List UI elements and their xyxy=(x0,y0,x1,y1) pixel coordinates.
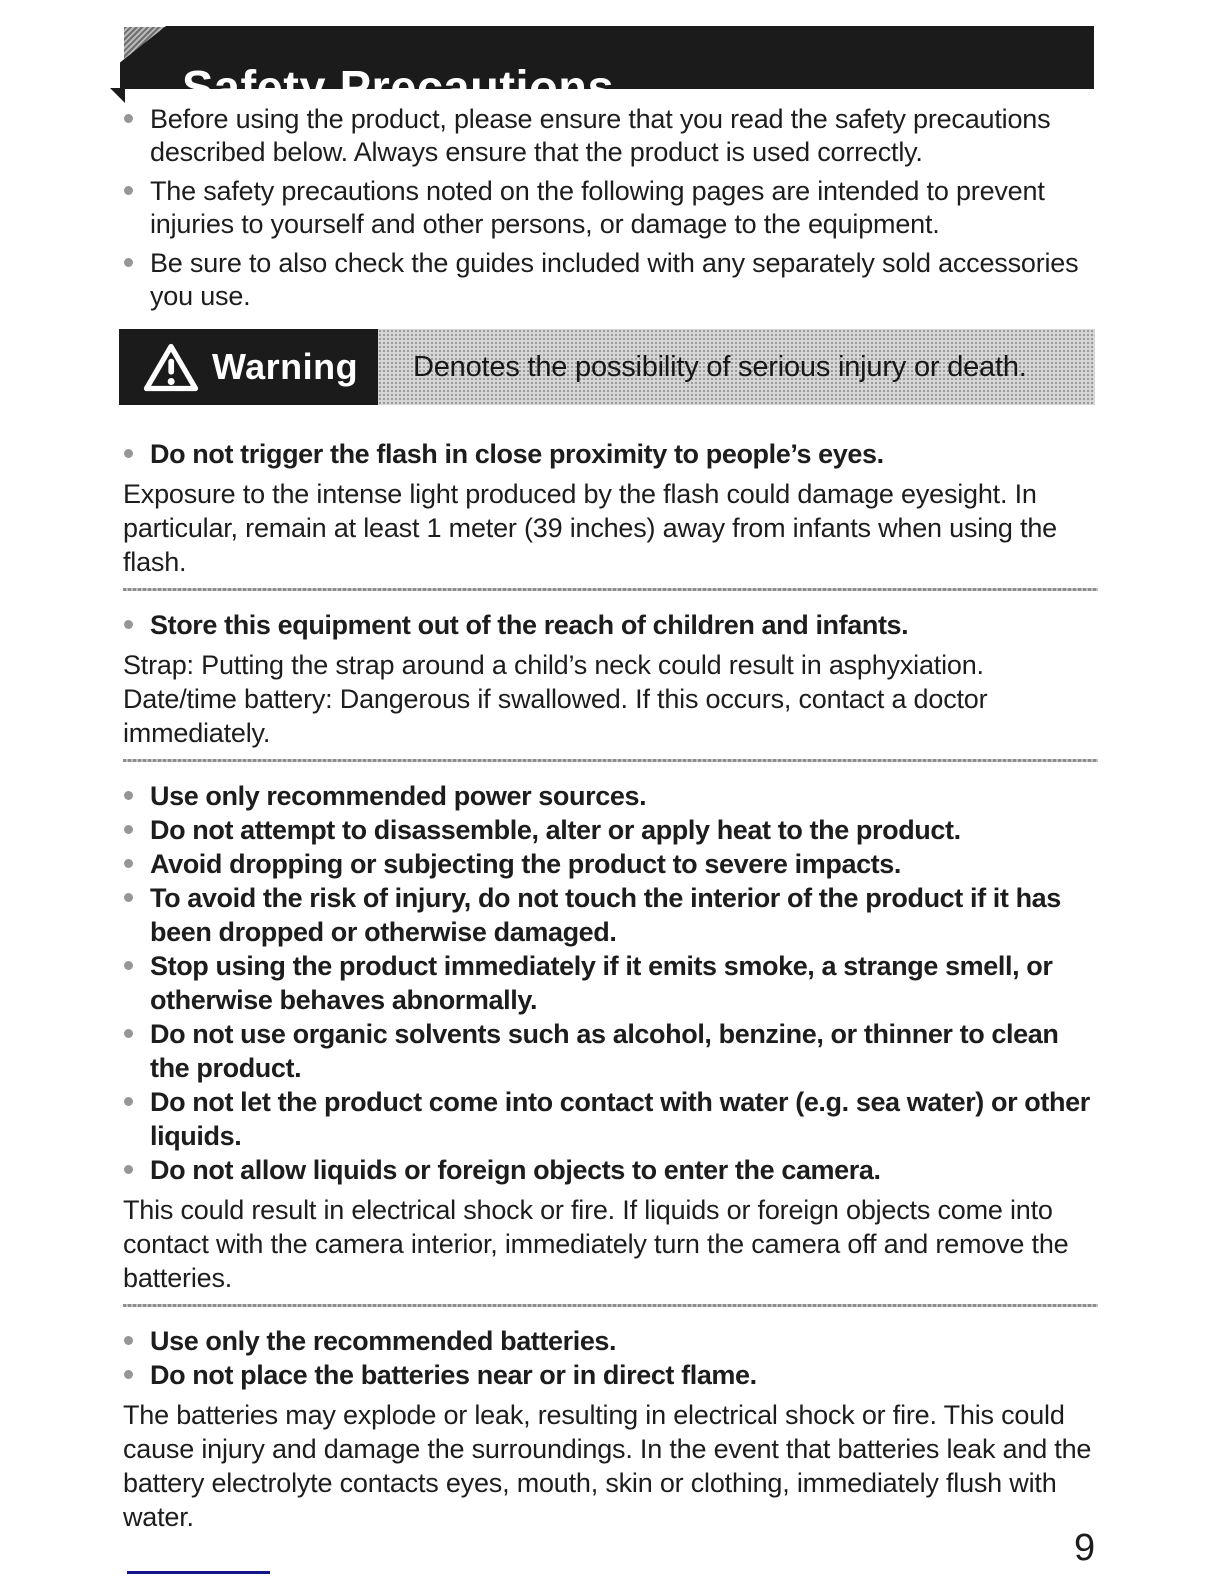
section-heading-list xyxy=(123,779,1098,1187)
section-children xyxy=(123,608,1098,762)
section-heading-list xyxy=(123,1324,1098,1392)
bullet-icon xyxy=(124,114,133,123)
bullet-icon xyxy=(124,186,133,195)
section-heading-list xyxy=(123,608,1098,642)
section-heading xyxy=(123,437,1098,471)
intro-text: The safety precautions noted on the following pages are intended to prevent injuries to yourself and other persons, or damage to the equipment. xyxy=(150,176,1045,239)
warning-banner xyxy=(119,329,1095,405)
warning-triangle-icon xyxy=(143,342,199,393)
section-heading-text: Do not trigger the flash in close proximity to people’s eyes. xyxy=(150,439,884,469)
section-heading-text: Use only the recommended batteries. xyxy=(150,1326,617,1356)
section-heading xyxy=(123,847,1098,881)
page-number: 9 xyxy=(1074,1527,1096,1569)
section-body: This could result in electrical shock or fire. If liquids or foreign objects come into contact with the camera interior, immediately turn the camera off and remove the batteries. xyxy=(123,1195,1069,1293)
section-heading-text: Do not place the batteries near or in direct flame. xyxy=(150,1360,757,1390)
section-heading xyxy=(123,1324,1098,1358)
bullet-icon xyxy=(124,258,133,267)
bullet-icon xyxy=(124,961,133,970)
section-heading-text: Avoid dropping or subjecting the product to severe impacts. xyxy=(150,849,901,879)
list-item xyxy=(123,247,1098,313)
section-body: Exposure to the intense light produced by the flash could damage eyesight. In particular, remain at least 1 meter (39 inches) away from infants when using the flash. xyxy=(123,479,1057,577)
bullet-icon xyxy=(124,791,133,800)
page-title: Safety Precautions xyxy=(182,60,615,114)
bullet-icon xyxy=(124,893,133,902)
bullet-icon xyxy=(124,1165,133,1174)
section-handling xyxy=(123,779,1098,1307)
section-heading-text: Use only recommended power sources. xyxy=(150,781,647,811)
section-heading xyxy=(123,881,1098,949)
section-heading xyxy=(123,1153,1098,1187)
section-heading xyxy=(123,813,1098,847)
warning-label-box xyxy=(119,329,378,405)
bullet-icon xyxy=(124,620,133,629)
bullet-icon xyxy=(124,859,133,868)
section-body: Strap: Putting the strap around a child’s neck could result in asphyxiation. Date/time battery: Dangerous if swallowed. If this occurs, contact a doctor immediately. xyxy=(123,650,988,748)
section-heading-text: To avoid the risk of injury, do not touch the interior of the product if it has been dropped or otherwise damaged. xyxy=(150,883,1061,947)
bullet-icon xyxy=(124,449,133,458)
warning-label: Warning xyxy=(212,346,359,387)
intro-text: Be sure to also check the guides included with any separately sold accessories you use. xyxy=(150,248,1079,311)
section-batteries xyxy=(123,1324,1098,1534)
footer-line xyxy=(127,1571,270,1574)
section-divider xyxy=(123,1304,1098,1307)
intro-list xyxy=(123,103,1098,319)
section-heading-list xyxy=(123,437,1098,471)
section-heading-text: Do not allow liquids or foreign objects to enter the camera. xyxy=(150,1155,881,1185)
bullet-icon xyxy=(124,1097,133,1106)
list-item xyxy=(123,175,1098,241)
section-heading xyxy=(123,608,1098,642)
warning-description: Denotes the possibility of serious injury or death. xyxy=(413,350,1027,383)
section-divider xyxy=(123,588,1098,591)
intro-text: Before using the product, please ensure that you read the safety precautions described below. Always ensure that the product is used correctly. xyxy=(150,104,1051,167)
bullet-icon xyxy=(124,1370,133,1379)
page-header xyxy=(118,26,1094,114)
section-heading xyxy=(123,1085,1098,1153)
section-heading-text: Do not let the product come into contact with water (e.g. sea water) or other liquids. xyxy=(150,1087,1090,1151)
section-heading xyxy=(123,779,1098,813)
bullet-icon xyxy=(124,825,133,834)
section-flash xyxy=(123,437,1098,591)
section-heading xyxy=(123,1358,1098,1392)
warning-description-box xyxy=(378,329,1095,405)
section-heading-text: Store this equipment out of the reach of children and infants. xyxy=(150,610,909,640)
section-divider xyxy=(123,759,1098,762)
list-item xyxy=(123,103,1098,169)
section-body: The batteries may explode or leak, resulting in electrical shock or fire. This could cause injury and damage the surroundings. In the event that batteries leak and the battery electrolyte contacts eyes, mouth, skin or clothing, immediately flush with water. xyxy=(123,1400,1092,1532)
section-heading-text: Stop using the product immediately if it emits smoke, a strange smell, or otherwise behaves abnormally. xyxy=(150,951,1053,1015)
title-bar-tail xyxy=(110,88,125,103)
precautions-content xyxy=(123,437,1098,1534)
section-heading xyxy=(123,1017,1098,1085)
section-heading-text: Do not use organic solvents such as alcohol, benzine, or thinner to clean the product. xyxy=(150,1019,1059,1083)
bullet-icon xyxy=(124,1336,133,1345)
section-heading-text: Do not attempt to disassemble, alter or apply heat to the product. xyxy=(150,815,961,845)
bullet-icon xyxy=(124,1029,133,1038)
section-heading xyxy=(123,949,1098,1017)
